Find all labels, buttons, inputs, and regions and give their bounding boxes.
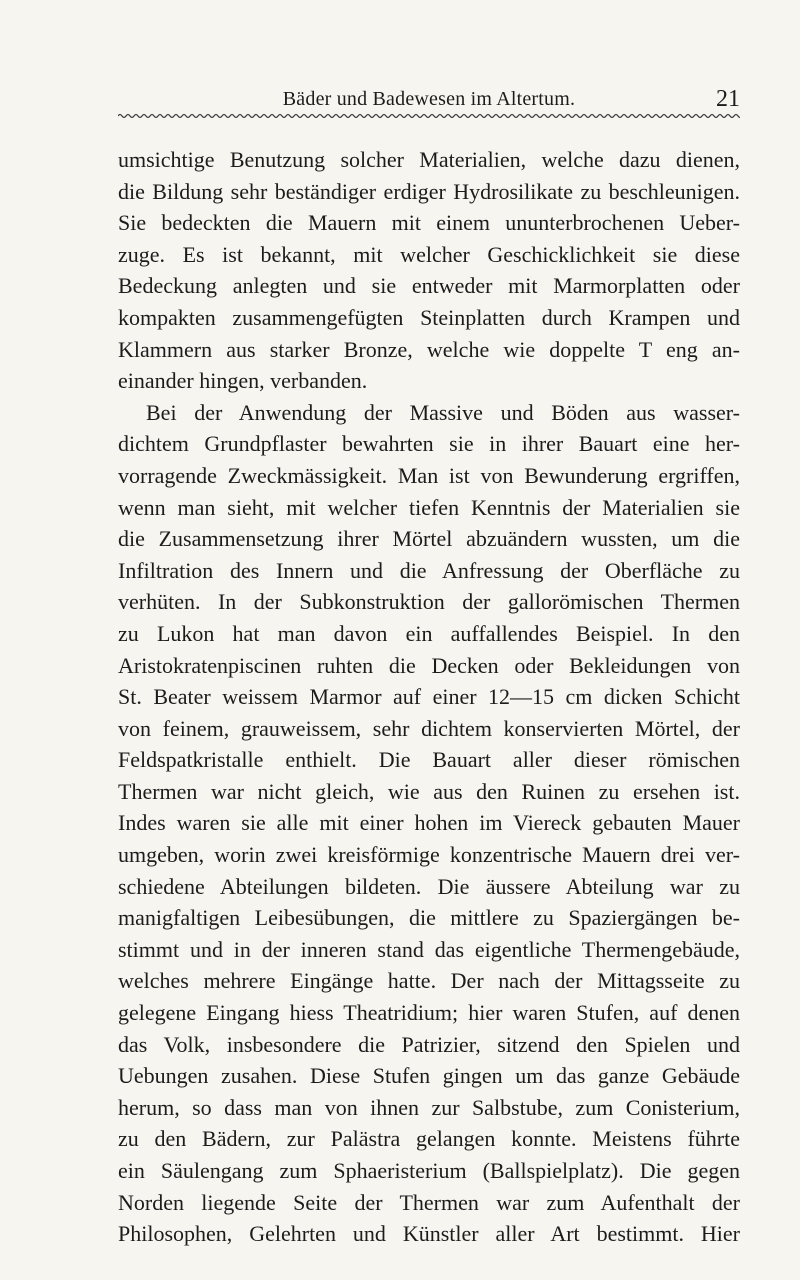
- text-line: Aristokratenpiscinen ruhten die Decken oder Bekleidungen von: [118, 652, 740, 678]
- text-line: zuge. Es ist bekannt, mit welcher Geschicklichkeit sie diese: [118, 241, 740, 267]
- text-line: stimmt und in der inneren stand das eigentliche Thermengebäude,: [118, 936, 740, 962]
- text-line: umgeben, worin zwei kreisförmige konzentrische Mauern drei ver-: [118, 842, 740, 868]
- text-line: welches mehrere Eingänge hatte. Der nach der Mittagsseite zu: [118, 968, 740, 994]
- text-line: ein Säulengang zum Sphaeristerium (Ballspielplatz). Die gegen: [118, 1158, 740, 1183]
- text-line: einander hingen, verbanden.: [118, 368, 368, 394]
- text-line: Klammern aus starker Bronze, welche wie doppelte T eng an-: [118, 336, 740, 362]
- text-line: kompakten zusammengefügten Steinplatten durch Krampen und: [118, 304, 740, 330]
- text-line: Feldspatkristalle enthielt. Die Bauart aller dieser römischen: [118, 747, 740, 773]
- text-line: St. Beater weissem Marmor auf einer 12—15 cm dicken Schicht: [118, 684, 740, 710]
- text-line: die Zusammensetzung ihrer Mörtel abzuändern wussten, um die: [118, 526, 740, 552]
- text-line: verhüten. In der Subkonstruktion der gallorömischen Thermen: [118, 589, 740, 615]
- text-line: Thermen war nicht gleich, wie aus den Ruinen zu ersehen ist.: [118, 778, 740, 804]
- text-line: herum, so dass man von ihnen zur Salbstube, zum Conisterium,: [118, 1094, 740, 1120]
- wavy-header-rule: [118, 112, 740, 120]
- body-text: [118, 144, 740, 1250]
- text-line: dichtem Grundpflaster bewahrten sie in ihrer Bauart eine her-: [118, 431, 740, 457]
- text-line: umsichtige Benutzung solcher Materialien, welche dazu dienen,: [118, 147, 740, 172]
- text-line: die Bildung sehr beständiger erdiger Hydrosilikate zu beschleunigen.: [118, 178, 740, 204]
- text-line: Norden liegende Seite der Thermen war zum Aufenthalt der: [118, 1189, 740, 1215]
- text-line: Indes waren sie alle mit einer hohen im Viereck gebauten Mauer: [118, 810, 740, 836]
- text-line: Philosophen, Gelehrten und Künstler aller Art bestimmt. Hier: [118, 1221, 740, 1247]
- text-line: schiedene Abteilungen bildeten. Die äussere Abteilung war zu: [118, 873, 740, 899]
- page-number: 21: [716, 86, 740, 112]
- text-line: wenn man sieht, mit welcher tiefen Kenntnis der Materialien sie: [118, 494, 740, 520]
- text-line: manigfaltigen Leibesübungen, die mittlere zu Spaziergängen be-: [118, 905, 740, 931]
- text-line: zu den Bädern, zur Palästra gelangen konnte. Meistens führte: [118, 1126, 740, 1152]
- text-line: vorragende Zweckmässigkeit. Man ist von Bewunderung ergriffen,: [118, 462, 740, 488]
- text-line: Bedeckung anlegten und sie entweder mit Marmorplatten oder: [118, 273, 740, 299]
- text-line: Bei der Anwendung der Massive und Böden aus wasser-: [146, 399, 740, 425]
- text-line: von feinem, grauweissem, sehr dichtem konservierten Mörtel, der: [118, 715, 740, 741]
- running-title: Bäder und Badewesen im Altertum.: [282, 88, 576, 110]
- text-line: Uebungen zusahen. Diese Stufen gingen um das ganze Gebäude: [118, 1063, 740, 1089]
- text-line: das Volk, insbesondere die Patrizier, sitzend den Spielen und: [118, 1031, 740, 1057]
- text-line: Infiltration des Innern und die Anfressung der Oberfläche zu: [118, 557, 740, 583]
- text-line: Sie bedeckten die Mauern mit einem ununterbrochenen Ueber-: [118, 210, 740, 236]
- text-line: gelegene Eingang hiess Theatridium; hier waren Stufen, auf denen: [118, 1000, 740, 1026]
- text-line: zu Lukon hat man davon ein auffallendes Beispiel. In den: [118, 620, 740, 646]
